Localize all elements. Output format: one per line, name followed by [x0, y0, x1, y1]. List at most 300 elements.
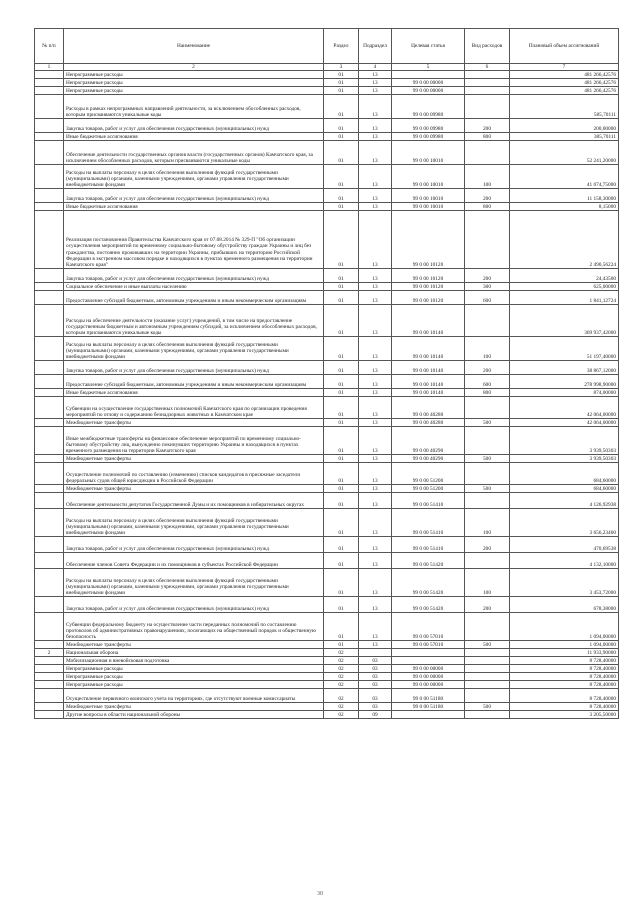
- row-expense-type: 500: [465, 641, 510, 649]
- row-name: Субвенции федеральному бюджету на осуществление части переданных полномочий по составлению протоколов об административных правонарушениях, посягающих на общественный порядок и общественную безопасность: [64, 613, 324, 641]
- table-row: [35, 673, 619, 681]
- row-podrazdel: 13: [359, 493, 392, 509]
- row-planned-sum: 4 126,92938: [510, 493, 619, 509]
- column-index-row: [35, 64, 619, 71]
- row-target-article: 99 0 00 10120: [392, 291, 465, 305]
- row-name: Иные бюджетные ассигнования: [64, 203, 324, 211]
- row-podrazdel: 13: [359, 79, 392, 87]
- row-razdel: 01: [324, 203, 359, 211]
- row-name: Другие вопросы в области национальной обороны: [64, 711, 324, 719]
- row-number: [35, 141, 64, 165]
- row-razdel: 02: [324, 665, 359, 673]
- row-name: Межбюджетные трансферты: [64, 419, 324, 427]
- row-target-article: 99 0 00 10140: [392, 375, 465, 389]
- table-row: [35, 165, 619, 189]
- table-row: [35, 509, 619, 537]
- row-expense-type: [465, 463, 510, 485]
- row-target-article: 99 0 00 10120: [392, 211, 465, 269]
- row-target-article: [392, 711, 465, 719]
- table-row: [35, 485, 619, 493]
- row-name: Закупка товаров, работ и услуг для обеспечения государственных (муниципальных) нужд: [64, 269, 324, 283]
- row-expense-type: 500: [465, 419, 510, 427]
- table-row: [35, 283, 619, 291]
- row-name: Закупка товаров, работ и услуг для обеспечения государственных (муниципальных) нужд: [64, 361, 324, 375]
- row-planned-sum: 3 939,50303: [510, 427, 619, 455]
- column-index: 1: [35, 64, 64, 71]
- table-row: [35, 537, 619, 553]
- row-podrazdel: 13: [359, 95, 392, 119]
- row-target-article: 99 0 00 10010: [392, 165, 465, 189]
- row-planned-sum: 42 064,00000: [510, 419, 619, 427]
- row-podrazdel: 03: [359, 689, 392, 703]
- row-razdel: 01: [324, 211, 359, 269]
- row-expense-type: 200: [465, 597, 510, 613]
- row-name: Реализация постановления Правительства Камчатского края от 07.08.2014 № 329-П "Об организации осуществления мероприятий по временному социально-бытовому обустройству граждан Украины и лиц без гражданства, постоянно проживавших на территории Украины, прибывших на территорию Российской Федерации в экстренном массовом порядке и находящихся в пунктах временного размещения на территории Камчатского края": [64, 211, 324, 269]
- header-name: Наименование: [64, 29, 324, 64]
- table-row: [35, 269, 619, 283]
- row-podrazdel: 13: [359, 509, 392, 537]
- table-row: [35, 553, 619, 569]
- row-planned-sum: 481 266,42576: [510, 79, 619, 87]
- row-podrazdel: 13: [359, 427, 392, 455]
- table-row: [35, 389, 619, 397]
- row-razdel: 01: [324, 361, 359, 375]
- row-planned-sum: 8 728,40000: [510, 673, 619, 681]
- table-row: [35, 189, 619, 203]
- row-podrazdel: [359, 649, 392, 657]
- row-name: Расходы на выплаты персоналу в целях обеспечения выполнения функций государственными (муниципальными) органами, казенными учреждениями, органами управления государственными внебюджетными фондами: [64, 165, 324, 189]
- row-planned-sum: 1 094,00000: [510, 613, 619, 641]
- row-expense-type: [465, 305, 510, 337]
- column-index: 4: [359, 64, 392, 71]
- row-target-article: 99 0 00 00000: [392, 681, 465, 689]
- budget-table-page: [34, 28, 618, 719]
- row-podrazdel: 13: [359, 165, 392, 189]
- table-row: [35, 133, 619, 141]
- table-row: [35, 463, 619, 485]
- row-number: [35, 689, 64, 703]
- row-number: [35, 305, 64, 337]
- row-target-article: [392, 657, 465, 665]
- row-number: [35, 119, 64, 133]
- row-target-article: 99 0 00 09980: [392, 95, 465, 119]
- row-name: Межбюджетные трансферты: [64, 641, 324, 649]
- row-podrazdel: 03: [359, 665, 392, 673]
- row-name: Непрограммные расходы: [64, 665, 324, 673]
- row-number: [35, 427, 64, 455]
- row-number: [35, 291, 64, 305]
- row-target-article: 99 0 00 10140: [392, 361, 465, 375]
- row-number: [35, 337, 64, 361]
- row-razdel: 01: [324, 79, 359, 87]
- row-target-article: 99 0 00 51200: [392, 463, 465, 485]
- row-podrazdel: 13: [359, 141, 392, 165]
- row-podrazdel: 03: [359, 703, 392, 711]
- row-target-article: 99 0 00 51180: [392, 689, 465, 703]
- row-razdel: 01: [324, 397, 359, 419]
- row-number: 2: [35, 649, 64, 657]
- header-expense-type: Вид расходов: [465, 29, 510, 64]
- row-target-article: 99 0 00 40280: [392, 397, 465, 419]
- row-razdel: 01: [324, 641, 359, 649]
- row-podrazdel: 13: [359, 133, 392, 141]
- row-expense-type: 200: [465, 361, 510, 375]
- table-row: [35, 87, 619, 95]
- row-podrazdel: 03: [359, 681, 392, 689]
- row-planned-sum: 481 266,42576: [510, 87, 619, 95]
- row-target-article: 99 0 00 00000: [392, 673, 465, 681]
- row-razdel: 01: [324, 283, 359, 291]
- row-razdel: 02: [324, 681, 359, 689]
- row-target-article: [392, 649, 465, 657]
- row-target-article: 99 0 00 51410: [392, 509, 465, 537]
- row-expense-type: 200: [465, 537, 510, 553]
- row-podrazdel: 13: [359, 189, 392, 203]
- row-expense-type: 800: [465, 203, 510, 211]
- row-number: [35, 95, 64, 119]
- table-row: [35, 613, 619, 641]
- row-planned-sum: 585,70111: [510, 95, 619, 119]
- row-target-article: 99 0 00 51420: [392, 597, 465, 613]
- row-razdel: 01: [324, 569, 359, 597]
- row-razdel: 01: [324, 87, 359, 95]
- page-number: 30: [317, 891, 323, 897]
- row-razdel: 01: [324, 119, 359, 133]
- row-expense-type: [465, 689, 510, 703]
- row-podrazdel: 13: [359, 87, 392, 95]
- row-razdel: 02: [324, 657, 359, 665]
- row-podrazdel: 13: [359, 389, 392, 397]
- row-podrazdel: 09: [359, 711, 392, 719]
- row-podrazdel: 13: [359, 203, 392, 211]
- row-target-article: 99 0 00 51420: [392, 553, 465, 569]
- row-podrazdel: 13: [359, 397, 392, 419]
- row-razdel: 01: [324, 455, 359, 463]
- row-planned-sum: 8 728,40000: [510, 657, 619, 665]
- row-number: [35, 597, 64, 613]
- row-expense-type: [465, 79, 510, 87]
- row-number: [35, 509, 64, 537]
- row-podrazdel: 13: [359, 305, 392, 337]
- header-num: № п/п: [35, 29, 64, 64]
- row-planned-sum: 8 728,40000: [510, 703, 619, 711]
- row-name: Закупка товаров, работ и услуг для обеспечения государственных (муниципальных) нужд: [64, 597, 324, 613]
- row-podrazdel: 13: [359, 613, 392, 641]
- row-expense-type: [465, 87, 510, 95]
- row-razdel: 01: [324, 291, 359, 305]
- row-razdel: 01: [324, 375, 359, 389]
- row-podrazdel: 13: [359, 419, 392, 427]
- row-number: [35, 87, 64, 95]
- row-name: Осуществление первичного воинского учета на территориях, где отсутствуют военные комиссариаты: [64, 689, 324, 703]
- row-number: [35, 711, 64, 719]
- row-podrazdel: 13: [359, 71, 392, 79]
- row-razdel: 01: [324, 485, 359, 493]
- row-number: [35, 455, 64, 463]
- row-number: [35, 703, 64, 711]
- row-number: [35, 673, 64, 681]
- row-number: [35, 613, 64, 641]
- table-row: [35, 455, 619, 463]
- table-row: [35, 397, 619, 419]
- row-razdel: 01: [324, 389, 359, 397]
- row-planned-sum: 24,43500: [510, 269, 619, 283]
- row-number: [35, 419, 64, 427]
- row-podrazdel: 03: [359, 657, 392, 665]
- row-target-article: 99 0 00 09980: [392, 133, 465, 141]
- row-planned-sum: 1 094,00000: [510, 641, 619, 649]
- table-row: [35, 649, 619, 657]
- row-expense-type: [465, 657, 510, 665]
- row-podrazdel: 13: [359, 569, 392, 597]
- row-name: Расходы в рамках непрограммных направлений деятельности, за исключением обособленных расходов, которым присваиваются уникальные коды: [64, 95, 324, 119]
- row-number: [35, 485, 64, 493]
- row-number: [35, 463, 64, 485]
- row-planned-sum: 11 933,90000: [510, 649, 619, 657]
- table-row: [35, 681, 619, 689]
- row-razdel: 01: [324, 419, 359, 427]
- row-name: Непрограммные расходы: [64, 87, 324, 95]
- row-expense-type: [465, 553, 510, 569]
- row-target-article: 99 0 00 10010: [392, 141, 465, 165]
- row-planned-sum: 8 728,40000: [510, 665, 619, 673]
- row-razdel: 01: [324, 537, 359, 553]
- row-name: Непрограммные расходы: [64, 681, 324, 689]
- row-planned-sum: 11 158,30000: [510, 189, 619, 203]
- row-number: [35, 375, 64, 389]
- table-body: [35, 71, 619, 719]
- row-target-article: 99 0 00 10140: [392, 305, 465, 337]
- row-expense-type: 800: [465, 133, 510, 141]
- header-podrazdel: Подраздел: [359, 29, 392, 64]
- row-expense-type: 200: [465, 189, 510, 203]
- row-razdel: 01: [324, 189, 359, 203]
- row-razdel: 01: [324, 269, 359, 283]
- row-razdel: 01: [324, 337, 359, 361]
- table-row: [35, 665, 619, 673]
- row-podrazdel: 13: [359, 463, 392, 485]
- row-razdel: 01: [324, 133, 359, 141]
- table-header-row: [35, 29, 619, 64]
- row-number: [35, 641, 64, 649]
- row-number: [35, 681, 64, 689]
- column-index: 2: [64, 64, 324, 71]
- row-number: [35, 389, 64, 397]
- row-podrazdel: 13: [359, 537, 392, 553]
- table-row: [35, 71, 619, 79]
- row-name: Непрограммные расходы: [64, 71, 324, 79]
- row-number: [35, 203, 64, 211]
- row-razdel: 01: [324, 493, 359, 509]
- table-row: [35, 703, 619, 711]
- table-row: [35, 419, 619, 427]
- row-razdel: 01: [324, 427, 359, 455]
- row-razdel: 02: [324, 649, 359, 657]
- row-name: Обеспечение деятельности государственных органов власти (государственных органов) Камчатского края, за исключением обособленных расходов, которым присваиваются уникальные коды: [64, 141, 324, 165]
- row-expense-type: 200: [465, 119, 510, 133]
- row-podrazdel: 13: [359, 337, 392, 361]
- table-row: [35, 141, 619, 165]
- row-podrazdel: 13: [359, 211, 392, 269]
- row-number: [35, 79, 64, 87]
- row-razdel: 01: [324, 165, 359, 189]
- row-podrazdel: 13: [359, 283, 392, 291]
- row-planned-sum: 3 453,72000: [510, 569, 619, 597]
- table-row: [35, 211, 619, 269]
- row-planned-sum: 4 132,10000: [510, 553, 619, 569]
- row-number: [35, 165, 64, 189]
- row-number: [35, 657, 64, 665]
- row-planned-sum: 278 998,90000: [510, 375, 619, 389]
- row-razdel: 01: [324, 463, 359, 485]
- table-row: [35, 711, 619, 719]
- row-planned-sum: 385,70111: [510, 133, 619, 141]
- row-planned-sum: 625,00000: [510, 283, 619, 291]
- row-number: [35, 269, 64, 283]
- row-target-article: 99 0 00 57010: [392, 613, 465, 641]
- row-podrazdel: 13: [359, 119, 392, 133]
- row-name: Субвенции на осуществление государственных полномочий Камчатского края по организации проведения мероприятий по отлову и содержанию безнадзорных животных в Камчатском крае: [64, 397, 324, 419]
- row-target-article: 99 0 00 10010: [392, 203, 465, 211]
- row-name: Иные бюджетные ассигнования: [64, 133, 324, 141]
- row-expense-type: [465, 665, 510, 673]
- row-planned-sum: 678,38000: [510, 597, 619, 613]
- row-planned-sum: 8,15000: [510, 203, 619, 211]
- row-planned-sum: 369 937,42000: [510, 305, 619, 337]
- row-target-article: 99 0 00 09980: [392, 119, 465, 133]
- row-podrazdel: 13: [359, 641, 392, 649]
- column-index: 3: [324, 64, 359, 71]
- table-row: [35, 119, 619, 133]
- row-planned-sum: 41 074,75000: [510, 165, 619, 189]
- table-row: [35, 291, 619, 305]
- table-row: [35, 203, 619, 211]
- row-planned-sum: 874,00000: [510, 389, 619, 397]
- row-podrazdel: 13: [359, 361, 392, 375]
- row-razdel: 01: [324, 613, 359, 641]
- row-planned-sum: 684,60000: [510, 485, 619, 493]
- row-planned-sum: 200,00000: [510, 119, 619, 133]
- row-target-article: 99 0 00 51200: [392, 485, 465, 493]
- row-target-article: 99 0 00 51410: [392, 493, 465, 509]
- row-razdel: 01: [324, 95, 359, 119]
- row-target-article: 99 0 00 40280: [392, 419, 465, 427]
- row-name: Закупка товаров, работ и услуг для обеспечения государственных (муниципальных) нужд: [64, 119, 324, 133]
- row-number: [35, 569, 64, 597]
- row-expense-type: 500: [465, 703, 510, 711]
- row-number: [35, 71, 64, 79]
- row-podrazdel: 13: [359, 597, 392, 613]
- row-name: Обеспечение членов Совета Федерации и их помощников в субъектах Российской Федерации: [64, 553, 324, 569]
- row-expense-type: 500: [465, 455, 510, 463]
- row-expense-type: 600: [465, 375, 510, 389]
- row-razdel: 01: [324, 553, 359, 569]
- row-podrazdel: 13: [359, 485, 392, 493]
- row-razdel: 02: [324, 711, 359, 719]
- table-row: [35, 657, 619, 665]
- row-expense-type: 100: [465, 337, 510, 361]
- column-index: 6: [465, 64, 510, 71]
- row-target-article: 99 0 00 10120: [392, 269, 465, 283]
- row-expense-type: 100: [465, 569, 510, 597]
- budget-table: [34, 28, 619, 719]
- row-number: [35, 553, 64, 569]
- table-row: [35, 641, 619, 649]
- row-target-article: 99 0 00 40290: [392, 427, 465, 455]
- row-planned-sum: 8 728,40000: [510, 689, 619, 703]
- row-razdel: 01: [324, 509, 359, 537]
- row-expense-type: [465, 71, 510, 79]
- row-name: Предоставление субсидий бюджетным, автономным учреждениям и иным некоммерческим организациям: [64, 291, 324, 305]
- row-name: Мобилизационная и вневойсковая подготовка: [64, 657, 324, 665]
- row-expense-type: [465, 681, 510, 689]
- row-razdel: 02: [324, 689, 359, 703]
- row-name: Межбюджетные трансферты: [64, 703, 324, 711]
- row-target-article: 99 0 00 57010: [392, 641, 465, 649]
- row-name: Расходы на выплаты персоналу в целях обеспечения выполнения функций государственными (муниципальными) органами, казенными учреждениями, органами управления государственными внебюджетными фондами: [64, 509, 324, 537]
- row-name: Непрограммные расходы: [64, 79, 324, 87]
- row-expense-type: [465, 493, 510, 509]
- row-expense-type: 500: [465, 485, 510, 493]
- row-planned-sum: 8 728,40000: [510, 681, 619, 689]
- row-name: Социальное обеспечение и иные выплаты населению: [64, 283, 324, 291]
- table-row: [35, 305, 619, 337]
- table-row: [35, 95, 619, 119]
- header-planned-sum: Плановый объем ассигнований: [510, 29, 619, 64]
- row-target-article: 99 0 00 51420: [392, 569, 465, 597]
- row-target-article: 99 0 00 51180: [392, 703, 465, 711]
- row-podrazdel: 13: [359, 455, 392, 463]
- row-podrazdel: 13: [359, 291, 392, 305]
- row-target-article: 99 0 00 00000: [392, 87, 465, 95]
- row-razdel: 02: [324, 673, 359, 681]
- row-name: Непрограммные расходы: [64, 673, 324, 681]
- row-planned-sum: 52 241,20000: [510, 141, 619, 165]
- row-name: Иные межбюджетные трансферты на финансовое обеспечение мероприятий по временному социально-бытовому обустройству лиц, вынужденно покинувших территорию Украины и находящихся в пунктах временного размещения на территории Камчатского края: [64, 427, 324, 455]
- row-name: Обеспечение деятельности депутатов Государственной Думы и их помощников в избирательных округах: [64, 493, 324, 509]
- row-razdel: 01: [324, 597, 359, 613]
- row-planned-sum: 3 205,50000: [510, 711, 619, 719]
- row-number: [35, 361, 64, 375]
- row-razdel: 01: [324, 71, 359, 79]
- row-target-article: [392, 71, 465, 79]
- row-expense-type: [465, 141, 510, 165]
- table-row: [35, 337, 619, 361]
- row-planned-sum: 38 867,12000: [510, 361, 619, 375]
- row-expense-type: [465, 649, 510, 657]
- row-expense-type: 600: [465, 291, 510, 305]
- row-number: [35, 665, 64, 673]
- table-row: [35, 361, 619, 375]
- column-index: 7: [510, 64, 619, 71]
- row-name: Национальная оборона: [64, 649, 324, 657]
- row-target-article: 99 0 00 10010: [392, 189, 465, 203]
- row-expense-type: [465, 95, 510, 119]
- row-name: Закупка товаров, работ и услуг для обеспечения государственных (муниципальных) нужд: [64, 189, 324, 203]
- row-planned-sum: 3 656,23400: [510, 509, 619, 537]
- row-number: [35, 283, 64, 291]
- row-expense-type: [465, 427, 510, 455]
- row-number: [35, 133, 64, 141]
- row-razdel: 01: [324, 305, 359, 337]
- row-expense-type: 300: [465, 283, 510, 291]
- header-target-article: Целевая статья: [392, 29, 465, 64]
- row-target-article: 99 0 00 00000: [392, 665, 465, 673]
- row-planned-sum: 3 939,50303: [510, 455, 619, 463]
- table-row: [35, 493, 619, 509]
- header-razdel: Раздел: [324, 29, 359, 64]
- row-expense-type: 100: [465, 509, 510, 537]
